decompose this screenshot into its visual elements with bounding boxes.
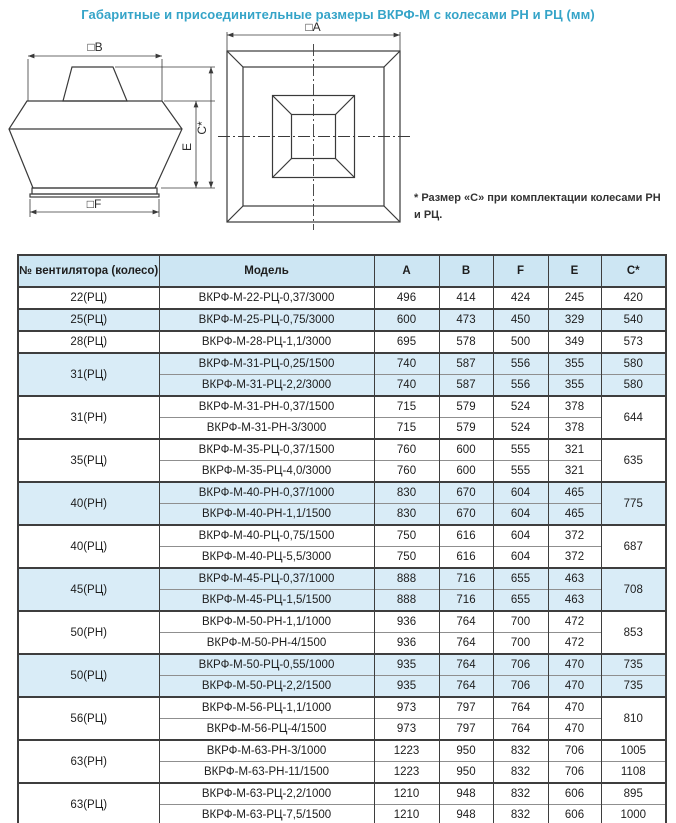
dim-e-cell: 465 [548,504,601,526]
dim-a-cell: 496 [374,287,439,309]
header-a: A [374,255,439,287]
dim-f-cell: 524 [493,418,548,440]
model-cell: ВКРФ-М-31-РН-0,37/1500 [159,396,374,418]
model-cell: ВКРФ-М-28-РЦ-1,1/3000 [159,331,374,353]
dim-a-cell: 715 [374,418,439,440]
fan-number-cell: 56(РЦ) [18,697,159,740]
dim-f-cell: 424 [493,287,548,309]
model-cell: ВКРФ-М-35-РЦ-4,0/3000 [159,461,374,483]
table-header [18,255,666,287]
dim-c-cell: 1108 [601,762,666,784]
dim-c-cell: 580 [601,375,666,397]
dim-a-cell: 1223 [374,762,439,784]
dim-f-cell: 832 [493,740,548,762]
dim-a-cell: 973 [374,697,439,719]
model-cell: ВКРФ-М-50-РН-4/1500 [159,633,374,655]
dim-e-cell: 606 [548,783,601,805]
model-cell: ВКРФ-М-31-РЦ-0,25/1500 [159,353,374,375]
model-cell: ВКРФ-М-50-РН-1,1/1000 [159,611,374,633]
dim-e-cell: 463 [548,568,601,590]
dim-b-cell: 764 [439,611,493,633]
table-row [18,353,666,375]
dim-a-cell: 715 [374,396,439,418]
dim-a-cell: 935 [374,654,439,676]
model-cell: ВКРФ-М-63-РЦ-2,2/1000 [159,783,374,805]
dim-b-cell: 600 [439,439,493,461]
dim-e-cell: 606 [548,805,601,823]
header-b: B [439,255,493,287]
dim-b-cell: 579 [439,418,493,440]
dimensions-table [17,254,667,823]
dim-a-cell: 600 [374,309,439,331]
header-model: Модель [159,255,374,287]
table-row [18,740,666,762]
dim-f-cell: 500 [493,331,548,353]
dim-e-cell: 378 [548,418,601,440]
header-c: C* [601,255,666,287]
model-cell: ВКРФ-М-45-РЦ-1,5/1500 [159,590,374,612]
dim-e-cell: 372 [548,525,601,547]
fan-number-cell: 40(РЦ) [18,525,159,568]
dim-a-cell: 760 [374,439,439,461]
model-cell: ВКРФ-М-45-РЦ-0,37/1000 [159,568,374,590]
dim-f-cell: 450 [493,309,548,331]
dim-a-cell: 750 [374,525,439,547]
model-cell: ВКРФ-М-63-РН-3/1000 [159,740,374,762]
dim-c-cell: 540 [601,309,666,331]
model-cell: ВКРФ-М-31-РН-3/3000 [159,418,374,440]
table-row [18,309,666,331]
fan-body-outline [9,101,182,188]
dim-c-cell: 687 [601,525,666,568]
dim-a-cell: 830 [374,482,439,504]
dim-f-cell: 706 [493,676,548,698]
dim-b-cell: 670 [439,504,493,526]
dim-e-cell: 470 [548,654,601,676]
table-row [18,783,666,805]
dim-e-cell: 706 [548,762,601,784]
dim-f-cell: 556 [493,353,548,375]
dim-c-cell: 708 [601,568,666,611]
dim-f-cell: 604 [493,482,548,504]
fan-number-cell: 25(РЦ) [18,309,159,331]
dim-label-b: □B [87,40,103,54]
dim-a-cell: 1210 [374,805,439,823]
dim-a-cell: 740 [374,375,439,397]
dim-label-c: C* [195,121,209,135]
fan-number-cell: 31(РЦ) [18,353,159,396]
dim-e-cell: 355 [548,353,601,375]
table-row [18,331,666,353]
dim-a-cell: 740 [374,353,439,375]
table-row [18,287,666,309]
model-cell: ВКРФ-М-25-РЦ-0,75/3000 [159,309,374,331]
dim-e-cell: 706 [548,740,601,762]
dim-c-cell: 810 [601,697,666,740]
dim-f-cell: 832 [493,783,548,805]
dim-b-cell: 616 [439,547,493,569]
dim-c-cell: 644 [601,396,666,439]
table-row [18,568,666,590]
dim-f-cell: 556 [493,375,548,397]
dim-a-cell: 935 [374,676,439,698]
model-cell: ВКРФ-М-56-РЦ-4/1500 [159,719,374,741]
dim-b-cell: 579 [439,396,493,418]
dim-e-cell: 321 [548,461,601,483]
dim-b-cell: 948 [439,805,493,823]
dim-b-cell: 764 [439,654,493,676]
dim-a-cell: 973 [374,719,439,741]
dim-b-cell: 950 [439,762,493,784]
dim-f-cell: 604 [493,504,548,526]
dim-b-cell: 587 [439,375,493,397]
dim-b-cell: 616 [439,525,493,547]
dim-a-cell: 830 [374,504,439,526]
table-row [18,482,666,504]
dim-c-cell: 420 [601,287,666,309]
dim-label-e: E [180,142,194,152]
fan-top-view-drawing [218,22,413,234]
dim-a-cell: 1223 [374,740,439,762]
dim-f-cell: 700 [493,611,548,633]
dim-f-cell: 524 [493,396,548,418]
dim-f-cell: 555 [493,461,548,483]
dim-e-cell: 472 [548,633,601,655]
dim-f-cell: 706 [493,654,548,676]
dim-b-cell: 764 [439,676,493,698]
table-row [18,611,666,633]
model-cell: ВКРФ-М-50-РЦ-0,55/1000 [159,654,374,676]
model-cell: ВКРФ-М-40-РН-1,1/1500 [159,504,374,526]
dim-e-cell: 463 [548,590,601,612]
dim-b-cell: 600 [439,461,493,483]
dim-a-cell: 1210 [374,783,439,805]
dim-b-cell: 473 [439,309,493,331]
dim-c-cell: 635 [601,439,666,482]
dim-e-cell: 470 [548,719,601,741]
header-e: E [548,255,601,287]
fan-number-cell: 45(РЦ) [18,568,159,611]
fan-number-cell: 35(РЦ) [18,439,159,482]
motor-cowl-outline [63,67,127,101]
model-cell: ВКРФ-М-63-РЦ-7,5/1500 [159,805,374,823]
model-cell: ВКРФ-М-50-РЦ-2,2/1500 [159,676,374,698]
dim-c-cell: 1000 [601,805,666,823]
page-title: Габаритные и присоединительные размеры ВКРФ-М с колесами РН и РЦ (мм) [81,7,595,22]
model-cell: ВКРФ-М-35-РЦ-0,37/1500 [159,439,374,461]
model-cell: ВКРФ-М-63-РН-11/1500 [159,762,374,784]
dim-f-cell: 604 [493,525,548,547]
table-row [18,396,666,418]
drawings-area [0,22,676,254]
dim-e-cell: 378 [548,396,601,418]
footnote: * Размер «С» при комплектации колесами РН и РЦ. [414,192,661,221]
dim-c-cell: 735 [601,676,666,698]
table-row [18,525,666,547]
fan-number-cell: 63(РЦ) [18,783,159,823]
dim-e-cell: 470 [548,697,601,719]
dim-a-cell: 750 [374,547,439,569]
dim-e-cell: 470 [548,676,601,698]
table-row [18,654,666,676]
dim-a-cell: 936 [374,633,439,655]
dim-c-cell: 895 [601,783,666,805]
model-cell: ВКРФ-М-40-РЦ-0,75/1500 [159,525,374,547]
fan-number-cell: 50(РЦ) [18,654,159,697]
fan-number-cell: 40(РН) [18,482,159,525]
dim-f-cell: 655 [493,590,548,612]
dim-b-cell: 670 [439,482,493,504]
dim-a-cell: 888 [374,590,439,612]
dim-b-cell: 950 [439,740,493,762]
dim-b-cell: 797 [439,719,493,741]
model-cell: ВКРФ-М-40-РН-0,37/1000 [159,482,374,504]
model-cell: ВКРФ-М-56-РЦ-1,1/1000 [159,697,374,719]
model-cell: ВКРФ-М-40-РЦ-5,5/3000 [159,547,374,569]
base-plate [32,188,157,194]
dim-c-cell: 775 [601,482,666,525]
fan-number-cell: 22(РЦ) [18,287,159,309]
dim-f-cell: 604 [493,547,548,569]
table-row [18,697,666,719]
dim-c-cell: 573 [601,331,666,353]
fan-number-cell: 50(РН) [18,611,159,654]
dim-a-cell: 760 [374,461,439,483]
dim-f-cell: 764 [493,697,548,719]
header-f: F [493,255,548,287]
header-fan-number: № вентилятора (колесо) [18,255,159,287]
dim-b-cell: 578 [439,331,493,353]
dim-c-cell: 735 [601,654,666,676]
dim-e-cell: 372 [548,547,601,569]
table-row [18,439,666,461]
fan-side-view-drawing [2,32,218,232]
fan-number-cell: 63(РН) [18,740,159,783]
dim-e-cell: 321 [548,439,601,461]
dim-e-cell: 472 [548,611,601,633]
dim-e-cell: 245 [548,287,601,309]
dim-e-cell: 465 [548,482,601,504]
dim-c-cell: 1005 [601,740,666,762]
dim-c-cell: 853 [601,611,666,654]
dim-b-cell: 797 [439,697,493,719]
dim-e-cell: 329 [548,309,601,331]
dim-b-cell: 587 [439,353,493,375]
dim-a-cell: 936 [374,611,439,633]
dim-e-cell: 355 [548,375,601,397]
dim-b-cell: 414 [439,287,493,309]
dim-b-cell: 948 [439,783,493,805]
dim-b-cell: 716 [439,590,493,612]
dim-c-cell: 580 [601,353,666,375]
table-body [18,287,666,823]
dim-b-cell: 764 [439,633,493,655]
dim-f-cell: 555 [493,439,548,461]
dim-label-f: □F [86,197,102,211]
dim-f-cell: 655 [493,568,548,590]
dim-f-cell: 764 [493,719,548,741]
dim-a-cell: 888 [374,568,439,590]
dim-f-cell: 832 [493,762,548,784]
fan-number-cell: 28(РЦ) [18,331,159,353]
dim-e-cell: 349 [548,331,601,353]
fan-number-cell: 31(РН) [18,396,159,439]
dim-f-cell: 832 [493,805,548,823]
model-cell: ВКРФ-М-31-РЦ-2,2/3000 [159,375,374,397]
model-cell: ВКРФ-М-22-РЦ-0,37/3000 [159,287,374,309]
dim-label-a: □A [305,22,321,34]
dim-b-cell: 716 [439,568,493,590]
dim-a-cell: 695 [374,331,439,353]
dim-f-cell: 700 [493,633,548,655]
